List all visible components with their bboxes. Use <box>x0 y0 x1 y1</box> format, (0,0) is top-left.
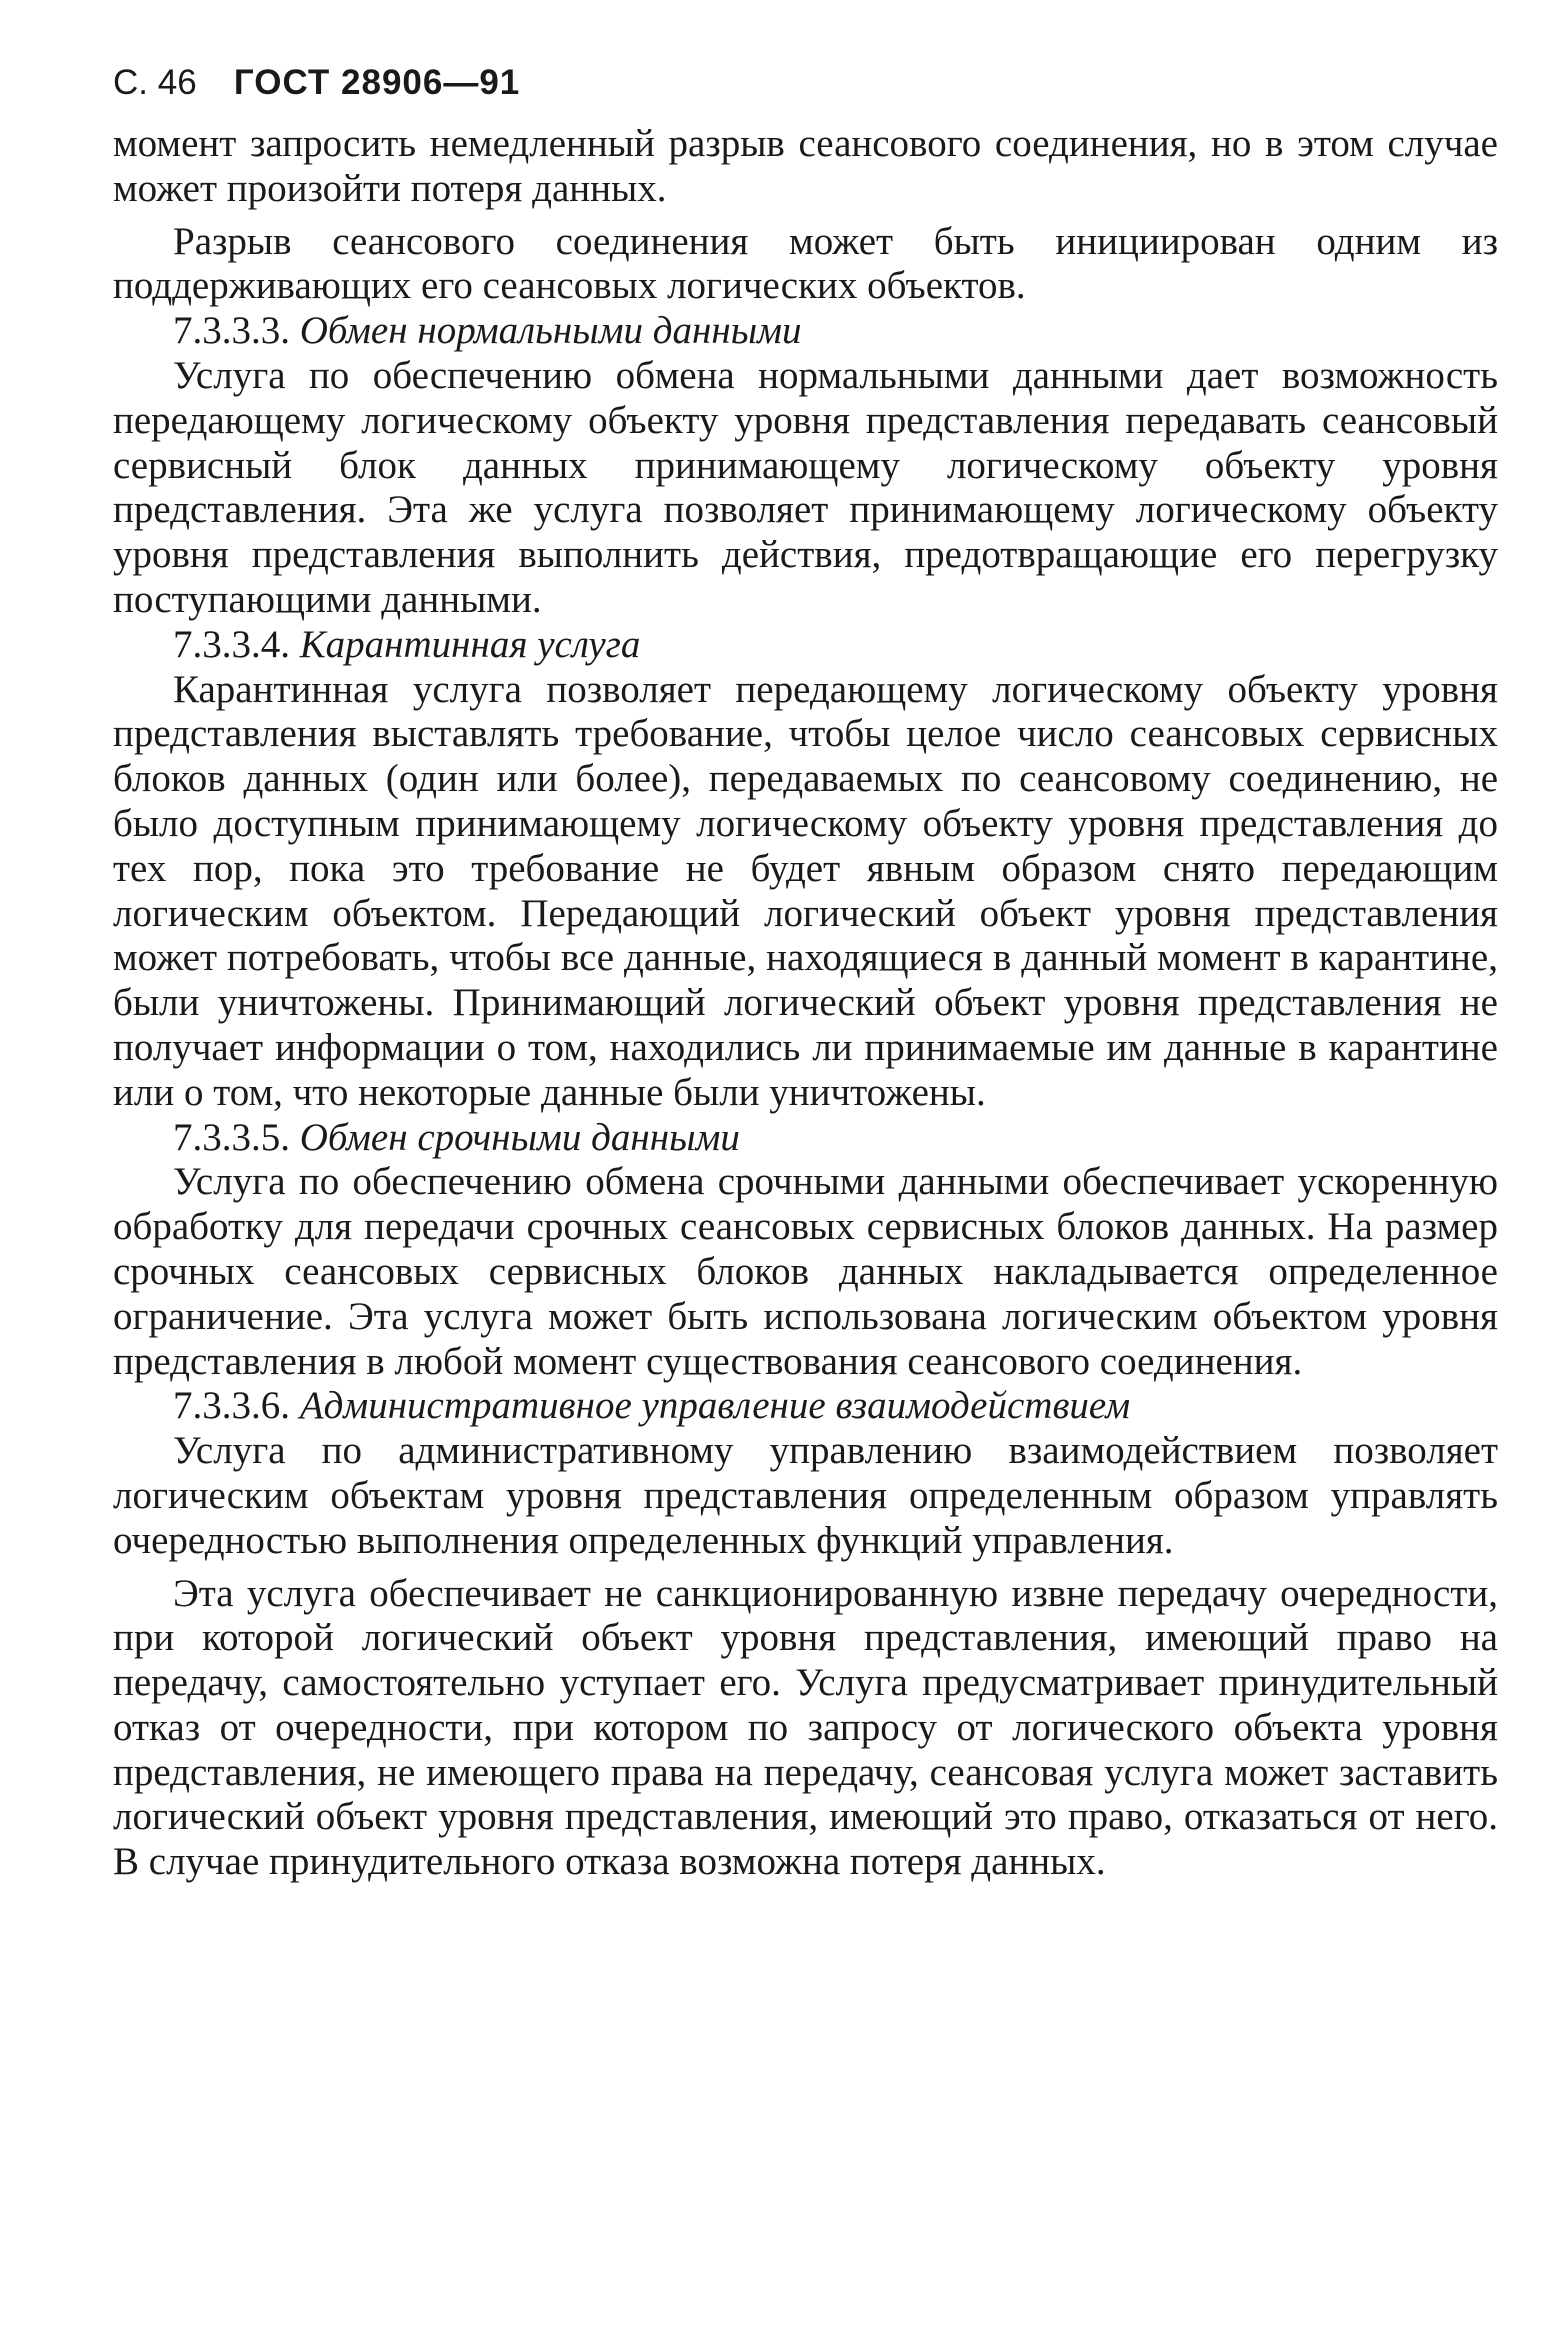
section-heading <box>113 309 1498 354</box>
paragraph: Услуга по обеспечению обмена нормальными данными дает возможность передающему логическому объекту уровня представления передавать сеансовый сервисный блок данных принимающему логическому объекту уровня представления. Эта же услуга позволяет принимающему логическому объекту уровня представления выполнить действия, предотвращающие его перегрузку поступающими данными. <box>113 353 1498 621</box>
section-title: Обмен срочными данными <box>299 1115 740 1159</box>
section-heading <box>113 623 1498 668</box>
section-title: Административное управление взаимодействием <box>299 1384 1131 1428</box>
section-title: Обмен нормальными данными <box>299 309 802 353</box>
paragraph: Эта услуга обеспечивает не санкционированную извне передачу очередности, при которой логический объект уровня представления, имеющий право на передачу, самостоятельно уступает его. Услуга предусматривает принудительный отказ от очередности, при котором по запросу от логического объекта уровня представления, не имеющего права на передачу, сеансовая услуга может заставить логический объект уровня представления, имеющий это право, отказаться от него. В случае принудительного отказа возможна потеря данных. <box>113 1571 1498 1884</box>
standard-code: ГОСТ 28906—91 <box>233 63 521 102</box>
document-page <box>113 58 1498 1885</box>
section-heading <box>113 1384 1498 1429</box>
section-number: 7.3.3.3. <box>173 309 290 353</box>
paragraph: Услуга по административному управлению взаимодействием позволяет логическим объектам уровня представления определенным образом управлять очередностью выполнения определенных функций управления. <box>113 1429 1498 1562</box>
paragraph: Услуга по обеспечению обмена срочными данными обеспечивает ускоренную обработку для передачи срочных сеансовых сервисных блоков данных. На размер срочных сеансовых сервисных блоков данных накладывается определенное ограничение. Эта услуга может быть использована логическим объектом уровня представления в любой момент существования сеансового соединения. <box>113 1160 1498 1383</box>
page-header <box>113 58 1498 120</box>
document-body <box>113 122 1498 1885</box>
section-heading <box>113 1116 1498 1161</box>
paragraph: Разрыв сеансового соединения может быть инициирован одним из поддерживающих его сеансовых логических объектов. <box>113 219 1498 308</box>
section-number: 7.3.3.5. <box>173 1115 290 1159</box>
section-title: Карантинная услуга <box>299 622 641 666</box>
paragraph: момент запросить немедленный разрыв сеансового соединения, но в этом случае может произойти потеря данных. <box>113 122 1498 210</box>
section-number: 7.3.3.4. <box>173 622 290 666</box>
section-number: 7.3.3.6. <box>173 1384 290 1428</box>
paragraph: Карантинная услуга позволяет передающему логическому объекту уровня представления выставлять требование, чтобы целое число сеансовых сервисных блоков данных (один или более), передаваемых по сеансовому соединению, не было доступным принимающему логическому объекту уровня представления до тех пор, пока это требование не будет явным образом снято передающим логическим объектом. Передающий логический объект уровня представления может потребовать, чтобы все данные, находящиеся в данный момент в карантине, были уничтожены. Принимающий логический объект уровня представления не получает информации о том, находились ли принимаемые им данные в карантине или о том, что некоторые данные были уничтожены. <box>113 667 1498 1114</box>
page-number: С. 46 <box>113 63 197 102</box>
